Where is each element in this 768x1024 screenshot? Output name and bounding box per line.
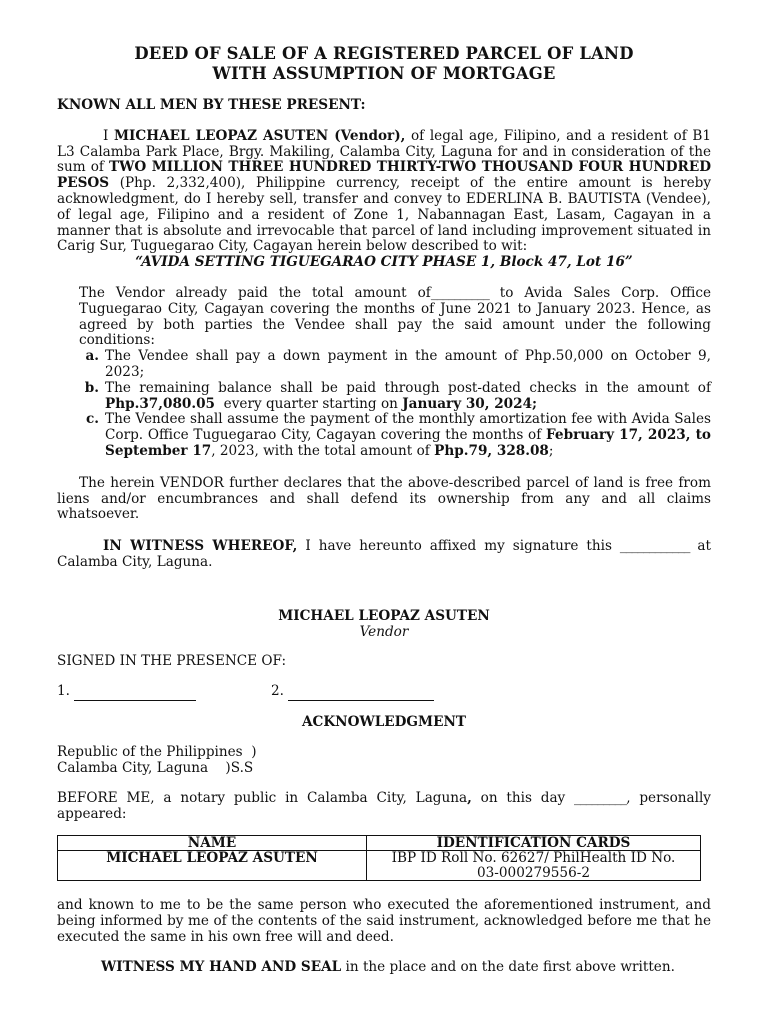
table-header-name: NAME	[58, 835, 367, 851]
condition-c-text	[105, 412, 711, 459]
table-row	[58, 851, 701, 881]
p4-text-1: I have hereunto affixed my signature this	[297, 538, 620, 555]
id-cards-line-1: IBP ID Roll No. 62627/ PhilHealth ID No.	[391, 850, 676, 867]
signatory-role: Vendor	[359, 623, 409, 640]
venue-line-1: Republic of the Philippines )	[57, 743, 257, 760]
p4-text-2: at Calamba City, Laguna.	[57, 538, 711, 570]
signatory-name: MICHAEL LEOPAZ ASUTEN	[278, 607, 490, 624]
notary-day-blank: _________	[574, 790, 627, 807]
table-cell-id-cards	[367, 851, 701, 881]
condition-a-marker: a.	[85, 348, 99, 365]
p2-text-1: The Vendor already paid the total amount of	[79, 284, 431, 301]
witness-whereof-paragraph	[57, 539, 711, 571]
condition-b-text-1: The remaining balance shall be paid through post-dated checks in the amount of	[105, 379, 711, 396]
condition-b-text-2: every quarter starting on	[215, 395, 403, 412]
condition-c-amount: Php.79, 328.08	[434, 442, 549, 459]
known-to-me-paragraph: and known to me to be the same person who executed the aforementioned instrument, and being informed by me of the contents of the said instrument, acknowledged before me that he executed the same in his own free will and deed.	[57, 897, 711, 945]
conveyance-paragraph	[57, 129, 711, 255]
signature-date-blank: ____________	[619, 538, 690, 555]
condition-b-amount: Php.37,080.05	[105, 395, 216, 412]
witness-2	[271, 684, 434, 701]
condition-c-text-1: The Vendee shall assume the payment of the monthly amortization fee with Avida Sales Corp. Office Tuguegarao City, Cagayan covering the months of	[105, 411, 711, 444]
p1-text-1: of legal age, Filipino, and a resident of B1 L3 Calamba Park Place, Brgy. Makiling, Calamba City, Laguna for and in consideration of the sum of	[57, 127, 711, 176]
witness-hand-label: WITNESS MY HAND AND SEAL	[101, 958, 342, 975]
amount-blank: __________	[430, 284, 489, 301]
witness-1-line	[74, 684, 196, 701]
witness-whereof-label: IN WITNESS WHEREOF,	[103, 538, 298, 555]
property-description: “AVIDA SETTING TIGUEGARAO CITY PHASE 1, Block 47, Lot 16”	[135, 254, 633, 271]
condition-b-date: January 30, 2024;	[402, 395, 538, 412]
acknowledgment-heading: ACKNOWLEDGMENT	[302, 713, 466, 730]
id-cards-line-2: 03-000279556-2	[477, 864, 590, 881]
vendor-name: MICHAEL LEOPAZ ASUTEN (Vendor),	[114, 127, 406, 144]
vendor-signature-block	[57, 609, 711, 641]
encumbrance-paragraph: The herein VENDOR further declares that the above-described parcel of land is free from liens and/or encumbrances and shall defend its ownership from any and all claims whatsoever.	[57, 474, 711, 523]
condition-c	[79, 412, 711, 459]
p2-text-2: to Avida Sales Corp. Office Tuguegarao City, Cagayan covering the months of June 2021 to January 2023. Hence, as agreed by both parties the Vendee shall pay the said amount under the following conditions:	[79, 284, 711, 349]
table-header-id-cards: IDENTIFICATION CARDS	[367, 835, 701, 851]
payment-section	[79, 286, 711, 460]
document-title	[57, 44, 711, 84]
condition-b	[79, 381, 711, 413]
condition-a-text: The Vendee shall pay a down payment in the amount of Php.50,000 on October 9, 2023;	[105, 348, 711, 380]
amount-in-words: TWO MILLION THREE HUNDRED THIRTY-TWO THOUSAND FOUR HUNDRED PESOS	[57, 159, 711, 192]
table-cell-name: MICHAEL LEOPAZ ASUTEN	[58, 851, 367, 881]
witness-1-label: 1.	[57, 683, 75, 700]
before-me-text-2: on this day	[471, 790, 575, 807]
intro-heading: KNOWN ALL MEN BY THESE PRESENT:	[57, 97, 366, 113]
venue-block	[57, 745, 711, 777]
payment-paragraph	[79, 286, 711, 349]
condition-c-marker: c.	[85, 411, 99, 428]
before-me-text-1: BEFORE ME, a notary public in Calamba City, Laguna	[57, 790, 468, 807]
table-header-row	[58, 835, 701, 851]
signed-presence-label: SIGNED IN THE PRESENCE OF:	[57, 653, 287, 670]
condition-a	[79, 349, 711, 381]
title-line-2: WITH ASSUMPTION OF MORTGAGE	[212, 64, 556, 83]
conditions-list	[79, 349, 711, 460]
condition-c-end: ;	[548, 442, 554, 459]
witness-1	[57, 684, 271, 701]
before-me-paragraph	[57, 791, 711, 823]
venue-line-2: Calamba City, Laguna )S.S	[57, 759, 254, 776]
condition-b-marker: b.	[84, 379, 99, 396]
before-me-text-3: , personally appeared:	[57, 790, 711, 823]
condition-c-period: February 17, 2023, to September 17	[105, 427, 711, 459]
witness-hand-paragraph	[57, 960, 711, 976]
before-me-comma: ,	[467, 790, 472, 807]
identification-table	[57, 835, 701, 882]
witness-hand-text: in the place and on the date first above written.	[341, 958, 675, 975]
witness-2-line	[288, 684, 434, 701]
witness-lines	[57, 684, 711, 701]
witness-2-label: 2.	[271, 683, 289, 700]
condition-c-text-2: , 2023, with the total amount of	[211, 442, 435, 459]
deed-document	[57, 44, 711, 976]
condition-b-text	[105, 381, 711, 413]
p1-text-2: (Php. 2,332,400), Philippine currency, receipt of the entire amount is hereby acknowledgment, do I hereby sell, transfer and convey to EDERLINA B. BAUTISTA (Vendee), of legal age, Filipino and a resident of Zone 1, Nabannagan East, Lasam, Cagayan in a manner that is absolute and irrevocable that parcel of land including improvement situated in Carig Sur, Tuguegarao City, Cagayan herein below described to wit:	[57, 175, 711, 255]
title-line-1: DEED OF SALE OF A REGISTERED PARCEL OF LAND	[134, 44, 634, 63]
p1-lead: I	[103, 127, 114, 144]
